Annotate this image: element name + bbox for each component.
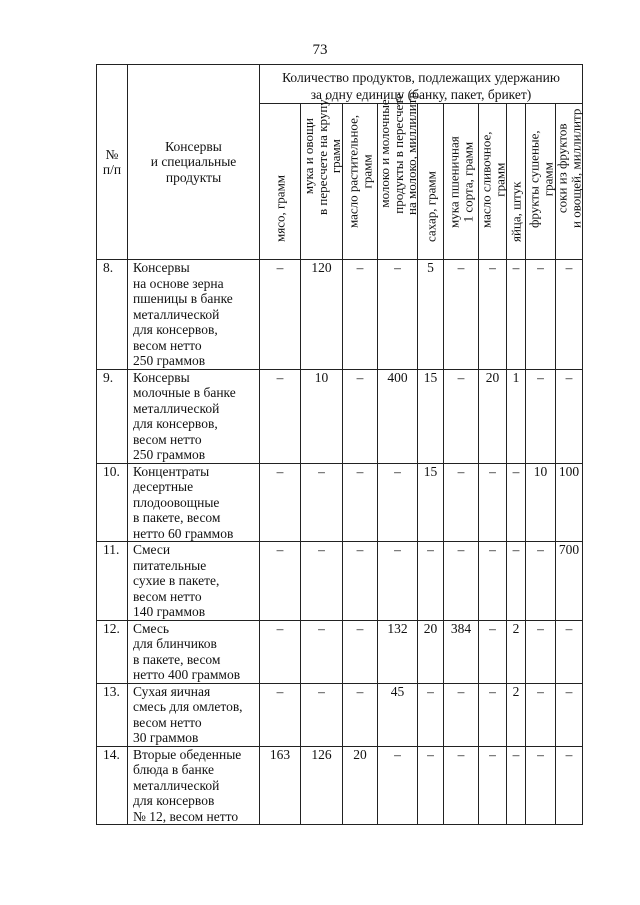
quantity-cell: –	[526, 746, 556, 825]
quantity-cell: 15	[418, 463, 444, 542]
quantity-cell: –	[301, 542, 343, 621]
quantity-cell: –	[507, 463, 526, 542]
table-body	[97, 260, 583, 825]
col-number-header: № п/п	[97, 65, 128, 260]
quantity-cell: –	[260, 620, 301, 683]
quantity-cell: 20	[479, 369, 507, 463]
quantity-cell: 5	[418, 260, 444, 370]
quantity-cell: –	[526, 620, 556, 683]
quantity-cell: –	[260, 542, 301, 621]
row-number: 10.	[97, 463, 128, 542]
header-juices: соки из фруктов и овощей, миллилитр	[556, 104, 583, 260]
row-number: 8.	[97, 260, 128, 370]
table-row	[97, 683, 583, 746]
quantity-cell: –	[444, 683, 479, 746]
quantity-cell: –	[479, 542, 507, 621]
quantity-cell: 20	[343, 746, 378, 825]
header-butter: масло сливочное, грамм	[479, 104, 507, 260]
quantity-cell: –	[343, 463, 378, 542]
quantity-cell: –	[556, 683, 583, 746]
quantity-cell: –	[479, 260, 507, 370]
header-vegetable-oil: масло растительное, грамм	[343, 104, 378, 260]
product-name: Концентраты десертные плодоовощные в пакете, весом нетто 60 граммов	[128, 463, 260, 542]
quantity-cell: 2	[507, 683, 526, 746]
group-header: Количество продуктов, подлежащих удержанию за одну единицу (банку, пакет, брикет)	[260, 65, 583, 104]
quantity-cell: –	[418, 542, 444, 621]
quantity-cell: 100	[556, 463, 583, 542]
table-row	[97, 369, 583, 463]
quantity-cell: –	[378, 542, 418, 621]
quantity-cell: –	[479, 620, 507, 683]
quantity-cell: 20	[418, 620, 444, 683]
col-name-header: Консервы и специальные продукты	[128, 65, 260, 260]
quantity-cell: –	[260, 260, 301, 370]
header-milk: молоко и молочные продукты в пересчете на молоко, миллилитр	[378, 104, 418, 260]
quantity-cell: –	[301, 463, 343, 542]
table-row	[97, 620, 583, 683]
row-number: 14.	[97, 746, 128, 825]
quantity-cell: 1	[507, 369, 526, 463]
row-number: 9.	[97, 369, 128, 463]
quantity-cell: –	[526, 683, 556, 746]
quantity-cell: –	[378, 463, 418, 542]
quantity-cell: –	[418, 683, 444, 746]
table-row	[97, 746, 583, 825]
quantity-cell: –	[507, 260, 526, 370]
quantity-cell: –	[556, 620, 583, 683]
quantity-cell: –	[444, 463, 479, 542]
table-row	[97, 463, 583, 542]
quantity-cell: –	[526, 542, 556, 621]
product-name: Смесь для блинчиков в пакете, весом нетто 400 граммов	[128, 620, 260, 683]
table-row	[97, 260, 583, 370]
row-number: 11.	[97, 542, 128, 621]
quantity-cell: –	[556, 746, 583, 825]
quantity-cell: –	[260, 683, 301, 746]
header-wheat-flour: мука пшеничная 1 сорта, грамм	[444, 104, 479, 260]
quantity-cell: –	[378, 746, 418, 825]
quantity-cell: 10	[526, 463, 556, 542]
header-meat: мясо, грамм	[260, 104, 301, 260]
quantity-cell: –	[301, 683, 343, 746]
quantity-cell: –	[343, 683, 378, 746]
product-name: Вторые обеденные блюда в банке металлической для консервов № 12, весом нетто	[128, 746, 260, 825]
quantity-cell: –	[343, 542, 378, 621]
page-number: 73	[312, 42, 328, 58]
quantity-cell: –	[479, 683, 507, 746]
quantity-cell: –	[343, 260, 378, 370]
quantity-cell: –	[444, 542, 479, 621]
quantity-cell: –	[260, 463, 301, 542]
quantity-cell: –	[343, 620, 378, 683]
quantity-cell: –	[444, 746, 479, 825]
quantity-cell: 384	[444, 620, 479, 683]
product-name: Смеси питательные сухие в пакете, весом нетто 140 граммов	[128, 542, 260, 621]
quantity-cell: –	[479, 463, 507, 542]
quantity-cell: –	[526, 369, 556, 463]
quantity-cell: –	[556, 369, 583, 463]
quantity-cell: 10	[301, 369, 343, 463]
quantity-cell: 132	[378, 620, 418, 683]
quantity-cell: 700	[556, 542, 583, 621]
quantity-cell: –	[507, 746, 526, 825]
quantity-cell: –	[418, 746, 444, 825]
row-number: 13.	[97, 683, 128, 746]
row-number: 12.	[97, 620, 128, 683]
quantity-cell: –	[444, 260, 479, 370]
header-dried-fruit: фрукты сушеные, грамм	[526, 104, 556, 260]
product-name: Консервы на основе зерна пшеницы в банке металлической для консервов, весом нетто 250 граммов	[128, 260, 260, 370]
quantity-cell: 15	[418, 369, 444, 463]
product-name: Сухая яичная смесь для омлетов, весом нетто 30 граммов	[128, 683, 260, 746]
quantity-cell: –	[507, 542, 526, 621]
quantity-cell: –	[556, 260, 583, 370]
header-flour-vegetables: мука и овощи в пересчете на крупу, грамм	[301, 104, 343, 260]
quantity-cell: 126	[301, 746, 343, 825]
product-name: Консервы молочные в банке металлической для консервов, весом нетто 250 граммов	[128, 369, 260, 463]
quantity-cell: 2	[507, 620, 526, 683]
quantity-cell: –	[444, 369, 479, 463]
quantity-cell: –	[526, 260, 556, 370]
quantity-cell: –	[378, 260, 418, 370]
quantity-cell: –	[260, 369, 301, 463]
quantity-cell: –	[301, 620, 343, 683]
quantity-cell: 400	[378, 369, 418, 463]
quantity-cell: 163	[260, 746, 301, 825]
quantity-cell: –	[479, 746, 507, 825]
table-row	[97, 542, 583, 621]
quantity-cell: 45	[378, 683, 418, 746]
header-eggs: яйца, штук	[507, 104, 526, 260]
quantity-cell: 120	[301, 260, 343, 370]
product-deduction-table	[96, 64, 583, 825]
header-sugar: сахар, грамм	[418, 104, 444, 260]
quantity-cell: –	[343, 369, 378, 463]
